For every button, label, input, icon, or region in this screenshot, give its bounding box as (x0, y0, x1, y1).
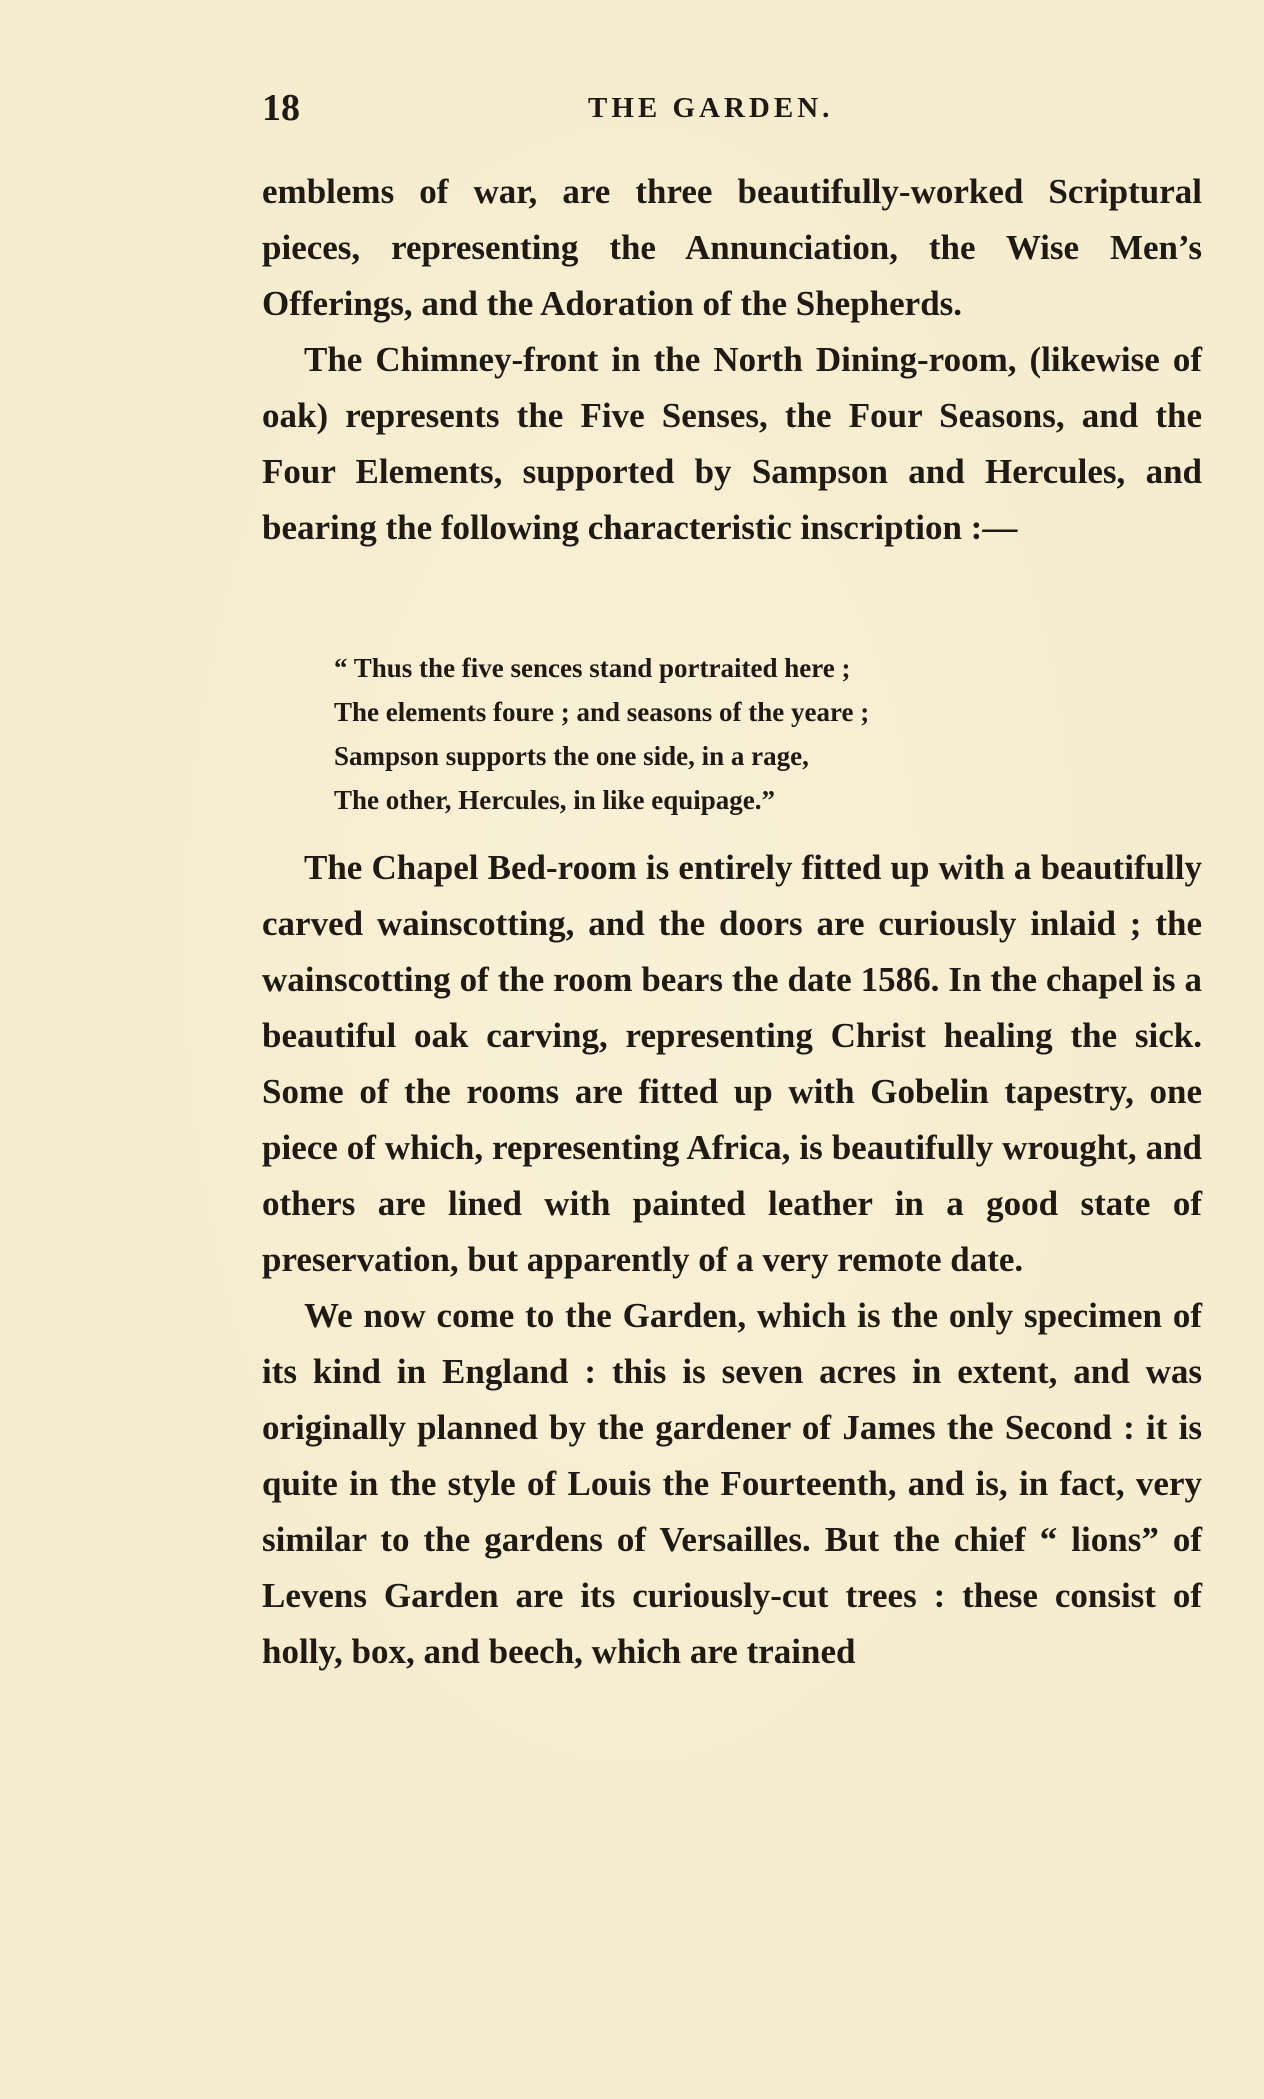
running-head (262, 86, 1162, 136)
verse-inscription (334, 646, 1094, 822)
paragraph: We now come to the Garden, which is the only specimen of its kind in England : this is seven acres in extent, and was originally planned by the gardener of James the Second : it is quite in the style of Louis the Fourteenth, and is, in fact, very similar to the gardens of Versailles. But the chief “ lions” of Levens Garden are its curiously-cut trees : these consist of holly, box, and beech, which are trained (262, 1296, 1202, 1671)
verse-line: “ Thus the five sences stand portraited here ; (334, 653, 851, 683)
text-block-top (262, 164, 1202, 556)
paragraph: The Chapel Bed-room is entirely fitted up with a beautifully carved wainscotting, and the doors are curiously inlaid ; the wainscotting of the room bears the date 1586. In the chapel is a beautiful oak carving, representing Christ healing the sick. Some of the rooms are fitted up with Gobelin tapestry, one piece of which, representing Africa, is beautifully wrought, and others are lined with painted leather in a good state of preservation, but apparently of a very remote date. (262, 848, 1202, 1279)
text-block-bottom (262, 840, 1202, 1680)
verse-line: Sampson supports the one side, in a rage, (334, 741, 809, 771)
verse-line: The elements foure ; and seasons of the yeare ; (334, 697, 870, 727)
page-title: THE GARDEN. (588, 92, 834, 124)
paragraph: The Chimney-front in the North Dining-room, (likewise of oak) represents the Five Senses, the Four Seasons, and the Four Elements, supported by Sampson and Hercules, and bearing the following characteristic inscription :— (262, 340, 1202, 547)
verse-line: The other, Hercules, in like equipage.” (334, 785, 776, 815)
paragraph: emblems of war, are three beautifully-worked Scriptural pieces, representing the Annunciation, the Wise Men’s Offerings, and the Adoration of the Shepherds. (262, 172, 1202, 323)
page-number: 18 (262, 87, 300, 129)
